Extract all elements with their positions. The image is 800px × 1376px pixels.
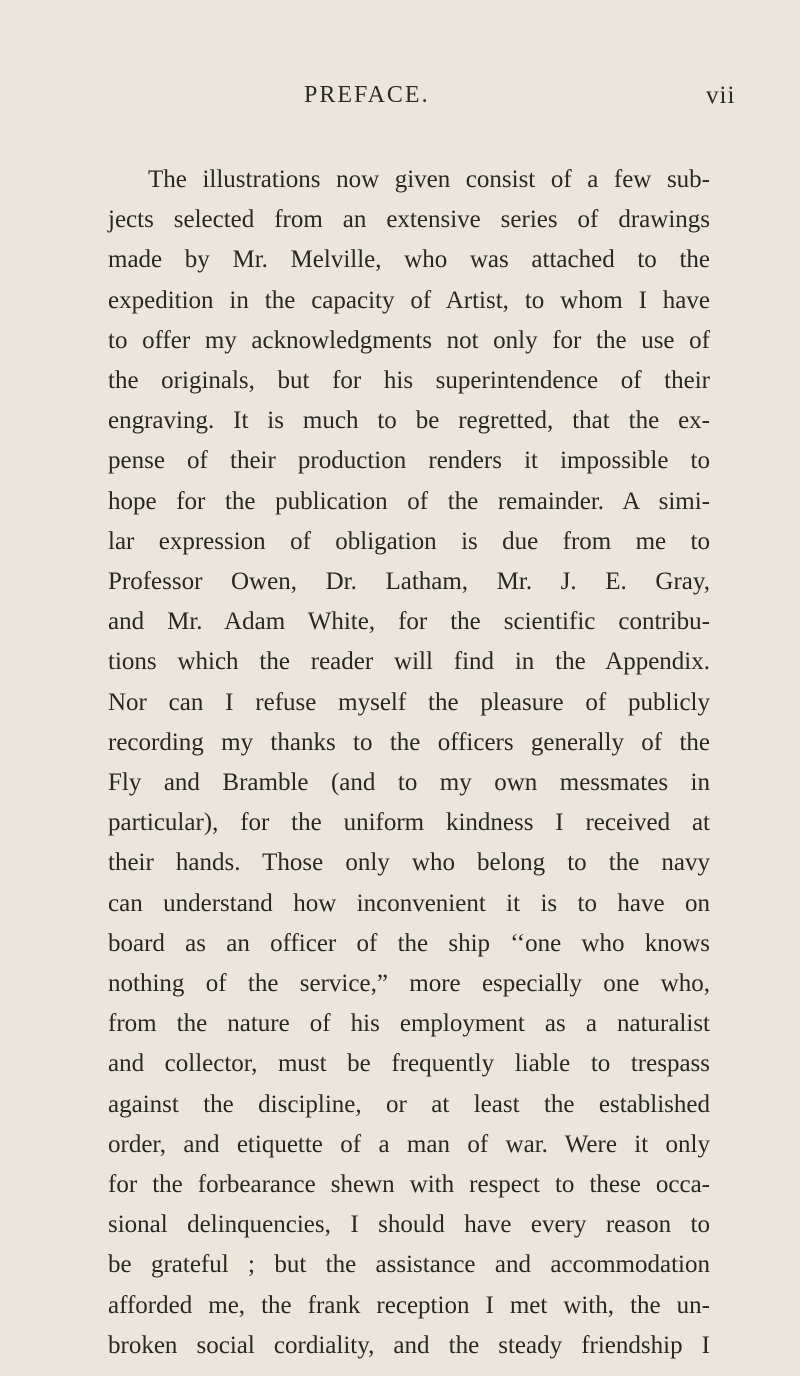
text-line: sional delinquencies, I should have every reason to (108, 1211, 710, 1239)
text-line: be grateful ; but the assistance and accommodation (108, 1251, 710, 1279)
text-line: and collector, must be frequently liable to trespass (108, 1050, 710, 1078)
page-header (0, 76, 800, 116)
text-line: to offer my acknowledgments not only for the use of (108, 326, 710, 354)
text-line: lar expression of obligation is due from me to (108, 527, 710, 555)
text-line: Nor can I refuse myself the pleasure of publicly (108, 688, 710, 716)
text-line: Fly and Bramble (and to my own messmates in (108, 769, 710, 796)
text-line: for the forbearance shewn with respect to these occa- (108, 1171, 710, 1198)
text-line: pense of their production renders it impossible to (108, 447, 710, 475)
text-line: nothing of the service,” more especially one who, (108, 970, 710, 997)
text-line: Professor Owen, Dr. Latham, Mr. J. E. Gray, (108, 568, 710, 595)
text-line: particular), for the uniform kindness I received at (108, 809, 710, 837)
text-line: expedition in the capacity of Artist, to whom I have (108, 286, 710, 314)
text-line: jects selected from an extensive series of drawings (108, 206, 710, 234)
text-line: their hands. Those only who belong to the navy (108, 849, 710, 877)
page-number: vii (706, 82, 736, 109)
text-line: engraving. It is much to be regretted, that the ex- (108, 407, 710, 435)
text-line: hope for the publication of the remainder. A simi- (108, 487, 710, 515)
text-line: afforded me, the frank reception I met with, the un- (108, 1291, 710, 1319)
text-line: made by Mr. Melville, who was attached to the (108, 246, 710, 274)
text-line: order, and etiquette of a man of war. Were it only (108, 1130, 710, 1158)
text-line: from the nature of his employment as a naturalist (108, 1010, 710, 1038)
text-line: can understand how inconvenient it is to have on (108, 889, 710, 917)
text-line: tions which the reader will find in the Appendix. (108, 648, 710, 676)
text-line: broken social cordiality, and the steady friendship I (108, 1331, 710, 1359)
text-line: recording my thanks to the officers generally of the (108, 728, 710, 756)
running-head: PREFACE. (304, 82, 430, 108)
text-line: and Mr. Adam White, for the scientific contribu- (108, 608, 710, 636)
text-line: against the discipline, or at least the established (108, 1090, 710, 1118)
text-line: board as an officer of the ship ‘‘one who knows (108, 929, 710, 957)
text-line: the originals, but for his superintendence of their (108, 367, 710, 394)
text-line: The illustrations now given consist of a few sub- (148, 166, 710, 193)
